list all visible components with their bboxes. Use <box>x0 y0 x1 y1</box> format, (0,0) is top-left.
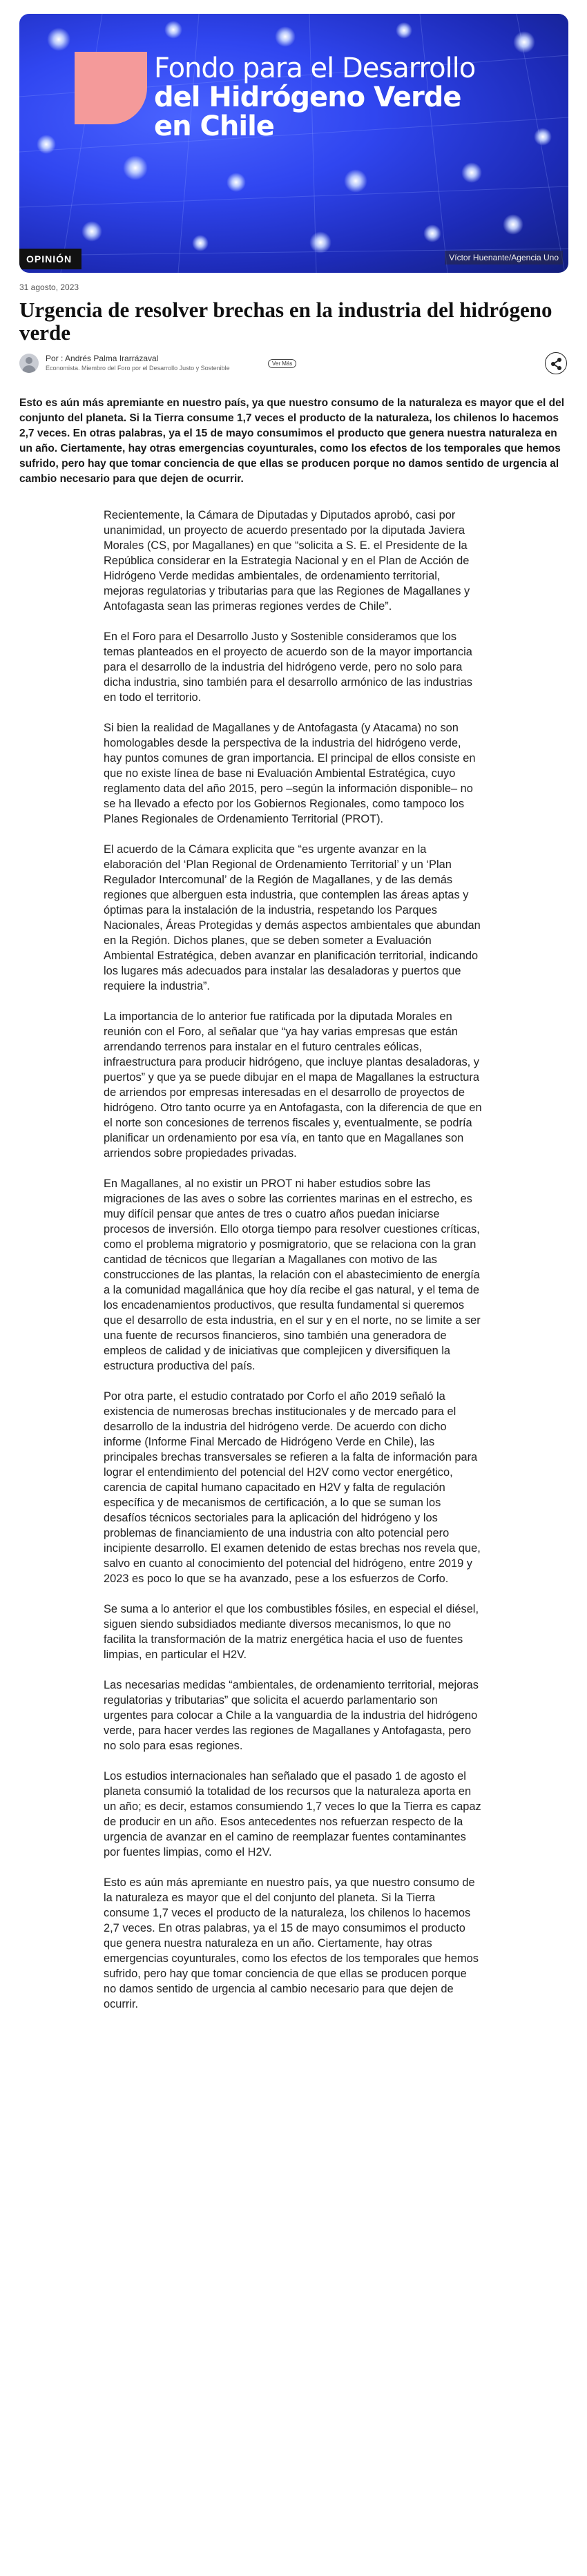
hero-image <box>19 14 568 273</box>
hero-title <box>154 54 548 141</box>
hero-light <box>423 224 441 242</box>
article-body <box>104 508 482 2027</box>
hero-light <box>503 214 523 235</box>
hero-light <box>461 162 482 183</box>
byline <box>19 352 568 377</box>
section-badge[interactable]: OPINIÓN <box>19 249 81 269</box>
author-role: Economista. Miembro del Foro por el Desarrollo Justo y Sostenible <box>46 365 230 372</box>
article-paragraph: Las necesarias medidas “ambientales, de ordenamiento territorial, mejoras regulatorias y tributarias” que solicita el acuerdo parlamentario son urgentes para colocar a Chile a la vanguardia de la industria del hidrógeno verde, para hacer verdes las regiones de Magallanes y Antofagasta, pero no solo para esas regiones. <box>104 1679 479 1752</box>
hero-light <box>275 26 296 47</box>
author-avatar[interactable] <box>19 354 39 373</box>
see-more-button[interactable]: Ver Más <box>268 359 296 368</box>
hero-light <box>123 155 148 180</box>
hero-title-line-2: del Hidrógeno Verde <box>154 81 461 113</box>
article-paragraph: En Magallanes, al no existir un PROT ni haber estudios sobre las migraciones de las aves o sobre las corrientes marinas en el estrecho, es muy difícil pensar que antes de tres o cuatro años puedan iniciarse procesos de inversión. Ello otorga tiempo para resolver cuestiones críticas, como el problema migratorio y posmigratorio, que se relaciona con la gran cantidad de técnicos que llegarían a Magallanes con motivo de las construcciones de las plantas, la relación con el abastecimiento de energía a la comunidad magallánica que hoy día recibe el gas natural, y el tema de los encadenamientos productivos, que resulta fundamental si queremos que el desarrollo de esta industria, en el sur y en el norte, no se limite a ser una fuente de recursos financieros, sino también una generadora de empleos de calidad y de iniciativas que complejicen y diversifiquen la estructura productiva del país. <box>104 1178 481 1372</box>
hero-light <box>309 231 331 253</box>
hero-light <box>47 28 70 51</box>
hero-light <box>192 235 209 251</box>
hero-light <box>81 221 102 242</box>
fund-logo-icon <box>75 52 147 124</box>
article-paragraph: La importancia de lo anterior fue ratificada por la diputada Morales en reunión con el Foro, al señalar que “ya hay varias empresas que están arrendando terrenos para instalar en el futuro centrales eólicas, infraestructura para producir hidrógeno, que incluye plantas desaladoras, y puertos” y que ya se puede dibujar en el mapa de Magallanes la estructura de arriendos por empresas interesadas en el desarrollo de proyectos de hidrógeno. Otro tanto ocurre ya en Antofagasta, con la diferencia de que en el norte son concesiones de terrenos fiscales y, eventualmente, se podría planificar un ordenamiento por esa vía, en tanto que en Magallanes son arriendos sobre propiedades privadas. <box>104 1010 482 1160</box>
photo-credit: Víctor Huenante/Agencia Uno <box>445 251 563 265</box>
hero-light <box>396 22 412 39</box>
article-paragraph: Los estudios internacionales han señalado que el pasado 1 de agosto el planeta consumió la totalidad de los recursos que la naturaleza aporta en un año; es decir, estamos consumiendo 1,7 veces lo que la Tierra es capaz de producir en un año. Esos antecedentes nos refuerzan respecto de la urgencia de avanzar en el camino de reemplazar fuentes contaminantes por fuentes limpias, como el H2V. <box>104 1770 481 1858</box>
article-paragraph: En el Foro para el Desarrollo Justo y Sostenible consideramos que los temas planteados en el proyecto de acuerdo son de la mayor importancia para el desarrollo de la industria del hidrógeno verde, pero no solo para dicha industria, sino también para el desarrollo armónico de las industrias en todo el territorio. <box>104 631 472 704</box>
hero-light <box>344 169 367 193</box>
article-date: 31 agosto, 2023 <box>19 282 79 292</box>
hero-light <box>513 31 535 53</box>
share-icon <box>546 353 568 375</box>
author-name[interactable]: Por : Andrés Palma Irarrázaval <box>46 354 159 363</box>
article-paragraph: Se suma a lo anterior el que los combustibles fósiles, en especial el diésel, siguen siendo subsidiados mediante diversos mecanismos, lo que no facilita la transformación de la matriz energética hacia el uso de fuentes limpias, en particular el H2V. <box>104 1603 479 1661</box>
hero-title-line-1: Fondo para el Desarrollo <box>154 52 476 84</box>
article-paragraph: Esto es aún más apremiante en nuestro país, ya que nuestro consumo de la naturaleza es mayor que el del conjunto del planeta. Si la Tierra consume 1,7 veces el producto de la naturaleza, los chilenos lo hacemos 2,7 veces. En otras palabras, ya el 15 de mayo consumimos el producto que genera nuestra naturaleza en un año. Ciertamente, hay otras emergencias coyunturales, como los efectos de los temporales que hemos sufrido, pero hay que tomar conciencia de que ellas se producen porque no damos sentido de urgencia al cambio necesario para que dejen de ocurrir. <box>104 1876 479 2010</box>
hero-light <box>227 173 246 192</box>
share-button[interactable] <box>545 352 567 374</box>
article-paragraph: Recientemente, la Cámara de Diputadas y Diputados aprobó, casi por unanimidad, un proyecto de acuerdo presentado por la diputada Javiera Morales (CS, por Magallanes) en que “solicita a S. E. el Presidente de la República considerar en la Estrategia Nacional y en el Plan de Acción de Hidrógeno Verde medidas ambientales, de ordenamiento territorial, mejoras regulatorias y tributarias para que las Regiones de Magallanes y Antofagasta sean las primeras regiones verdes de Chile”. <box>104 509 470 613</box>
hero-light <box>164 21 182 39</box>
hero-light <box>37 135 56 154</box>
article-lead: Esto es aún más apremiante en nuestro país, ya que nuestro consumo de la naturaleza es mayor que el del conjunto del planeta. Si la Tierra consume 1,7 veces el producto de la naturaleza, los chilenos lo hacemos 2,7 veces. En otras palabras, ya el 15 de mayo consumimos el producto que genera nuestra naturaleza en un año. Ciertamente, hay otras emergencias coyunturales, como los efectos de los temporales que hemos sufrido, pero hay que tomar conciencia de que ellas se producen porque no damos sentido de urgencia al cambio necesario para que dejen de ocurrir. <box>19 397 565 485</box>
article-paragraph: Si bien la realidad de Magallanes y de Antofagasta (y Atacama) no son homologables desde la perspectiva de la industria del hidrógeno verde, hay puntos comunes de gran importancia. El principal de ellos consiste en que no existe línea de base ni Evaluación Ambiental Estratégica, cuyo reglamento data del año 2015, pero –según la información disponible– no se ha llevado a efecto por los Gobiernos Regionales, como tampoco los Planes Regionales de Ordenamiento Territorial (PROT). <box>104 722 476 825</box>
hero-title-line-3: en Chile <box>154 110 274 142</box>
article-paragraph: El acuerdo de la Cámara explicita que “es urgente avanzar en la elaboración del ‘Plan Regional de Ordenamiento Territorial’ y un ‘Plan Regulador Intercomunal’ de la Región de Magallanes, y de las demás regiones que alberguen esta industria, que contemplen las áreas aptas y óptimas para la instalación de la industria, respetando los Parques Nacionales, Áreas Protegidas y demás aspectos ambientales que abundan en la Región. Dichos planes, que se deben someter a Evaluación Ambiental Estratégica, deben avanzar en planificación territorial, indicando los lugares más adecuados para instalar las desaladoras y puertos que requiere la industria”. <box>104 843 481 992</box>
article-paragraph: Por otra parte, el estudio contratado por Corfo el año 2019 señaló la existencia de numerosas brechas institucionales y de mercado para el desarrollo de la industria del hidrógeno verde. De acuerdo con dicho informe (Informe Final Mercado de Hidrógeno Verde en Chile), las principales brechas transversales se refieren a la falta de información para lograr el entendimiento del potencial del H2V como vector energético, carencia de capital humano capacitado en H2V y falta de regulación específica y de mecanismos de certificación, a lo que se suman los desafíos técnicos sectoriales para la aplicación del hidrógeno y los problemas de financiamiento de una industria con alto potencial pero incipiente desarrollo. El examen detenido de estas brechas nos revela que, salvo en cuanto al conocimiento del potencial del hidrógeno, entre 2019 y 2023 es poco lo que se ha avanzado, pese a los esfuerzos de Corfo. <box>104 1390 481 1585</box>
article-headline: Urgencia de resolver brechas en la industria del hidrógeno verde <box>19 298 552 345</box>
